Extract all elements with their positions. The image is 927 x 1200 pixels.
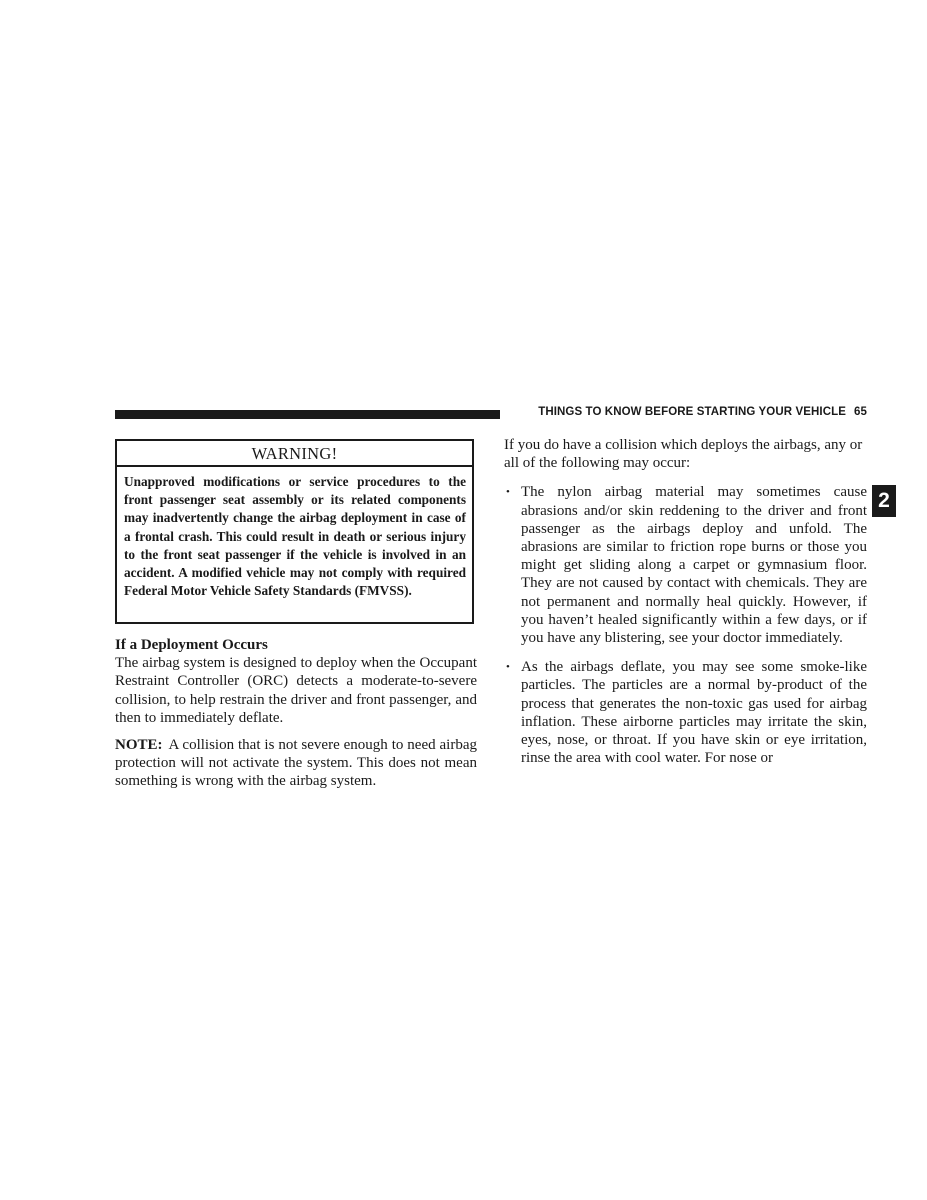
note-text: A collision that is not severe enough to need airbag protection will not activate the system. This does not mean something is wrong with the airbag system.: [115, 737, 477, 790]
left-column: [115, 636, 477, 800]
header-rule: [115, 410, 500, 419]
running-header: [510, 406, 867, 418]
list-item-text: The nylon airbag material may sometimes cause abrasions and/or skin reddening to the driver and front passenger as the airbags deploy and unfold. The abrasions are similar to friction rope burns or those you might get sliding along a carpet or gymnasium floor. They are not caused by contact with chemicals. They are not permanent and normally heal quickly. However, if you haven’t healed significantly within a few days, or if you have any blistering, see your doctor immediately.: [521, 484, 867, 647]
warning-text: Unapproved modifications or service procedures to the front passenger seat assembly or its related components may inadvertently change the airbag deployment in case of a frontal crash. This could result in death or serious injury to the front seat passenger if the vehicle is involved in an accident. A modified vehicle may not comply with required Federal Motor Vehicle Safety Standards (FMVSS).: [124, 474, 466, 599]
section-title: THINGS TO KNOW BEFORE STARTING YOUR VEHICLE: [538, 406, 846, 418]
list-item: [504, 658, 867, 767]
section-subheading: If a Deployment Occurs: [115, 637, 268, 653]
warning-title: WARNING!: [117, 441, 472, 467]
right-column: [504, 436, 867, 778]
bullet-icon: •: [506, 486, 510, 499]
deployment-paragraph: The airbag system is designed to deploy when the Occupant Restraint Controller (ORC) detects a moderate-to-severe collision, to help restrain the driver and front passenger, and then to immediately deflate.: [115, 655, 477, 726]
warning-box: [115, 439, 474, 624]
note-label: NOTE:: [115, 737, 163, 754]
list-item: [504, 483, 867, 647]
bullet-icon: •: [506, 661, 510, 674]
effects-list: [504, 483, 867, 767]
intro-paragraph: If you do have a collision which deploys the airbags, any or all of the following may occur:: [504, 437, 863, 472]
page-number: 65: [854, 406, 867, 418]
note-paragraph: [115, 736, 477, 791]
list-item-text: As the airbags deflate, you may see some smoke-like particles. The particles are a normal by-product of the process that generates the non-toxic gas used for airbag inflation. These airborne particles may irritate the skin, eyes, nose, or throat. If you have skin or eye irritation, rinse the area with cool water. For nose or: [521, 659, 867, 767]
chapter-tab: 2: [872, 485, 896, 517]
